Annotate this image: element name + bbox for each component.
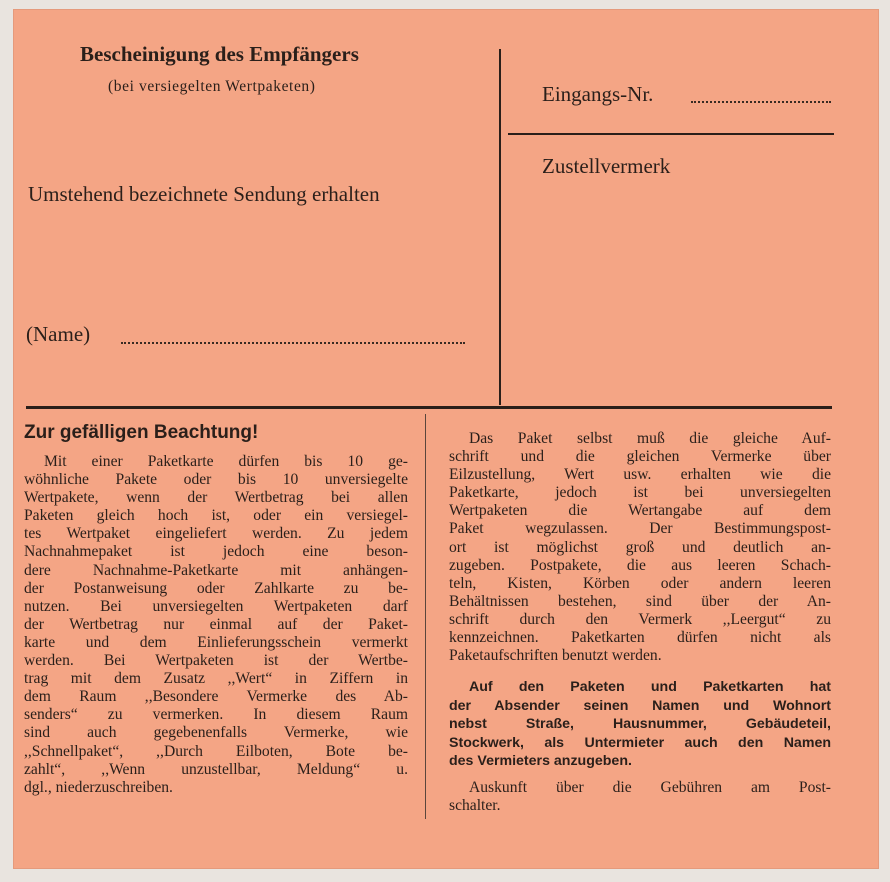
text-line: teln, Kisten, Körben oder andern leeren <box>449 574 831 592</box>
text-line: dere Nachnahme-Paketkarte mit anhängen- <box>24 561 408 579</box>
text-line: Auskunft über die Gebühren am Post- <box>469 779 831 796</box>
text-line: Eilzustellung, Wert usw. erhalten wie die <box>449 466 831 484</box>
text-line: Stockwerk, als Untermieter auch den Namen <box>449 734 831 751</box>
text-line: Auf den Paketen und Paketkarten hat <box>469 679 831 695</box>
vertical-divider-top <box>499 49 501 405</box>
text-line: Mit einer Paketkarte dürfen bis 10 ge- <box>44 453 408 470</box>
text-line: schalter. <box>449 797 501 815</box>
name-label: (Name) <box>26 322 91 346</box>
text-line: Wertpaketen die Wertangabe auf dem <box>449 502 831 520</box>
text-line: werden. Bei Wertpaketen ist der Wertbe- <box>24 652 408 670</box>
text-line: Paketaufschriften benutzt werden. <box>449 647 662 665</box>
text-line: der Postanweisung oder Zahlkarte zu be- <box>24 579 408 597</box>
recipient-certificate-title: Bescheinigung des Empfängers <box>80 42 359 66</box>
text-line: nebst Straße, Hausnummer, Gebäudeteil, <box>449 716 831 733</box>
text-line: wöhnliche Pakete oder bis 10 unversiegelte <box>24 471 408 489</box>
text-line: dem Raum ,,Besondere Vermerke des Ab- <box>24 688 408 706</box>
text-line: Das Paket selbst muß die gleiche Auf- <box>469 430 831 447</box>
receipt-number-dotted-line <box>691 101 831 103</box>
shipment-received-text: Umstehend bezeichnete Sendung erhalten <box>28 182 380 206</box>
horizontal-divider <box>26 406 832 409</box>
text-line: des Vermieters anzugeben. <box>449 753 632 770</box>
notice-heading: Zur gefälligen Beachtung! <box>24 422 259 443</box>
text-line: der Absender seinen Namen und Wohnort <box>449 697 831 714</box>
text-line: schrift und die gleichen Vermerke über <box>449 448 831 466</box>
text-line: zugeben. Postpakete, die aus leeren Schach- <box>449 556 831 574</box>
text-line: ,,Schnellpaket“, ,,Durch Eilboten, Bote be- <box>24 742 408 760</box>
notice-fees-paragraph <box>449 779 831 815</box>
text-line: karte und dem Einlieferungsschein vermerkt <box>24 633 408 651</box>
notice-left-paragraph <box>24 453 408 797</box>
notice-sender-address-paragraph <box>449 678 831 771</box>
text-line: Nachnahmepaket ist jedoch eine beson- <box>24 543 408 561</box>
text-line: ort ist möglichst groß und deutlich an- <box>449 538 831 556</box>
delivery-note-label: Zustellvermerk <box>542 154 671 178</box>
text-line: sind auch gegebenenfalls Vermerke, wie <box>24 724 408 742</box>
vertical-divider-bottom <box>425 414 426 819</box>
text-line: der Wertbetrag nur einmal auf der Paket- <box>24 615 408 633</box>
text-line: Wertpakete, wenn der Wertbetrag bei allen <box>24 489 408 507</box>
text-line: dgl., niederzuschreiben. <box>24 778 173 796</box>
text-line: Paketen gleich hoch ist, oder ein versiegel- <box>24 507 408 525</box>
name-dotted-line <box>121 342 465 344</box>
text-line: zahlt“, ,,Wenn unzustellbar, Meldung“ u. <box>24 760 408 778</box>
text-line: senders“ zu vermerken. In diesem Raum <box>24 706 408 724</box>
text-line: trag mit dem Zusatz ,,Wert“ in Ziffern in <box>24 670 408 688</box>
parcel-card-back <box>13 9 879 869</box>
text-line: schrift durch den Vermerk ,,Leergut“ zu <box>449 610 831 628</box>
text-line: Paketkarte, jedoch ist bei unversiegelten <box>449 484 831 502</box>
text-line: nutzen. Bei unversiegelten Wertpaketen darf <box>24 597 408 615</box>
receipt-underline-rule <box>508 133 834 135</box>
text-line: kennzeichnen. Paketkarten dürfen nicht als <box>449 629 831 647</box>
sealed-parcels-subtitle: (bei versiegelten Wertpaketen) <box>108 78 316 95</box>
text-line: Paket wegzulassen. Der Bestimmungspost- <box>449 520 831 538</box>
text-line: tes Wertpaket eingeliefert werden. Zu jedem <box>24 525 408 543</box>
text-line: Behältnissen bestehen, sind über der An- <box>449 592 831 610</box>
notice-right-paragraph <box>449 430 831 665</box>
receipt-number-label: Eingangs-Nr. <box>542 82 654 106</box>
